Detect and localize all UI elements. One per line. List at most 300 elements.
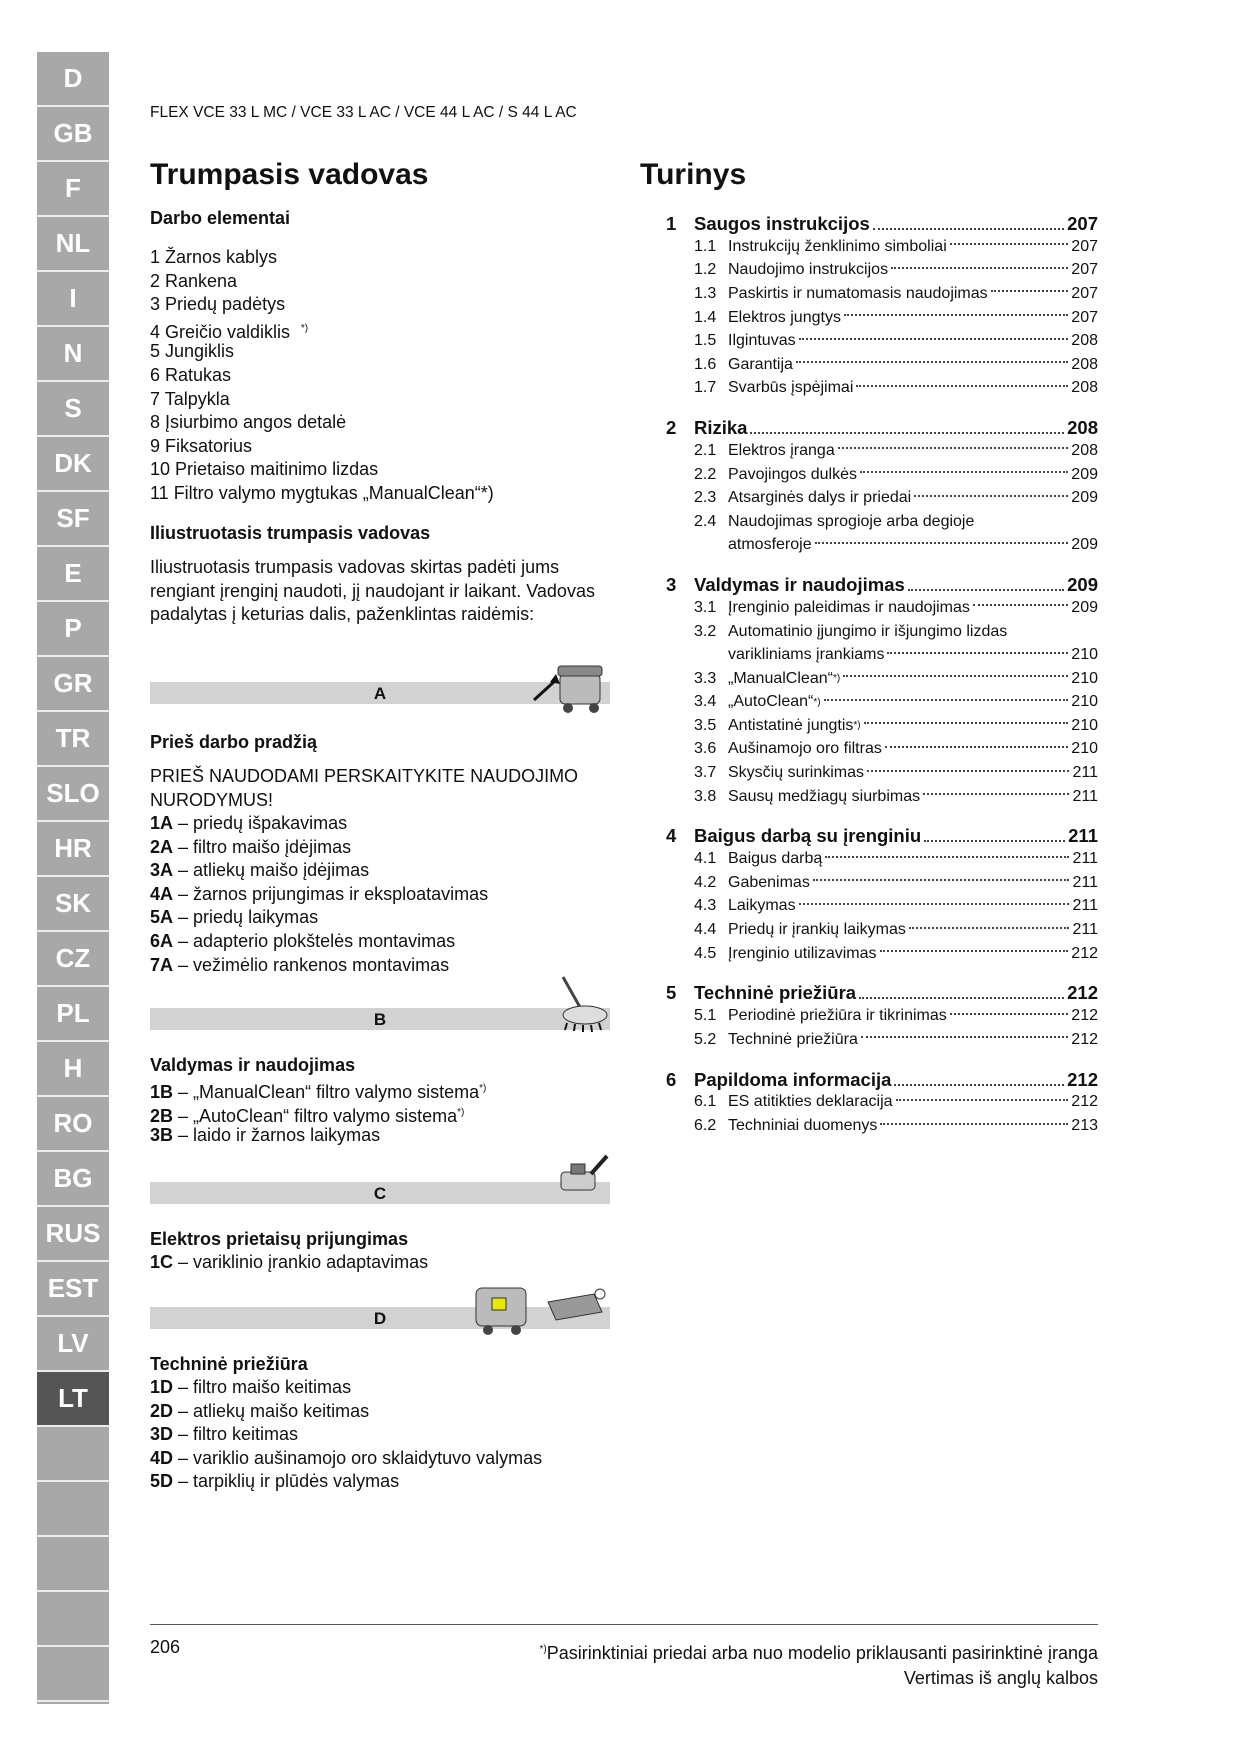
toc-page: 212 <box>1071 1093 1098 1111</box>
guide-text: – priedų išpakavimas <box>173 813 348 833</box>
toc-leader <box>864 722 1069 724</box>
guide-item <box>150 1400 542 1424</box>
toc-leader <box>880 1123 1068 1125</box>
control-number: 11 <box>150 482 174 503</box>
guide-text: – žarnos prijungimas ir eksploatavimas <box>173 883 489 904</box>
guide-text: – „AutoClean“ filtro valymo sistema <box>173 1105 458 1126</box>
toc-entry-number: 2.2 <box>694 465 717 483</box>
footnote-marker: *) <box>853 720 861 732</box>
guide-item <box>150 1423 542 1447</box>
toc-page: 209 <box>1071 536 1098 554</box>
toc-section[interactable] <box>666 568 1098 596</box>
illustrated-heading: Iliustruotasis trumpasis vadovas <box>150 523 431 543</box>
toc-entry-title: Laikymas <box>728 897 796 915</box>
control-label: Žarnos kablys <box>165 247 278 267</box>
guide-item <box>150 1251 428 1275</box>
toc-leader <box>873 228 1064 230</box>
toc-section-title: Saugos instrukcijos <box>694 213 870 234</box>
toc-entry-title: ES atitikties deklaracija <box>728 1093 893 1111</box>
guide-item <box>150 812 488 836</box>
guide-text: – tarpiklių ir plūdės valymas <box>173 1471 400 1492</box>
language-tab-est[interactable]: EST <box>37 1262 109 1317</box>
toc-entry-number: 4.4 <box>694 921 717 939</box>
toc-leader <box>861 1036 1068 1038</box>
toc-entry-number: 3.7 <box>694 764 717 782</box>
toc-entry[interactable] <box>666 918 1098 942</box>
control-label: Priedų padėtys <box>165 294 286 315</box>
toc-page: 210 <box>1071 740 1098 758</box>
language-tab-empty <box>37 1647 109 1702</box>
toc-entry-number: 2.1 <box>694 441 717 459</box>
toc-page: 211 <box>1072 764 1098 782</box>
toc-entry-number: 3.6 <box>694 740 717 758</box>
toc-entry[interactable] <box>666 871 1098 895</box>
toc-section-number: 4 <box>666 825 677 847</box>
language-tab-lv[interactable]: LV <box>37 1317 109 1372</box>
toc-entry[interactable] <box>666 377 1098 401</box>
toc-leader <box>908 589 1064 591</box>
language-sidebar <box>37 52 109 1704</box>
guide-code: 1A <box>150 813 174 833</box>
toc-entry-number: 4.1 <box>694 850 717 868</box>
control-item <box>150 364 494 388</box>
guide-code: 1D <box>150 1377 174 1397</box>
toc-leader <box>909 927 1070 929</box>
toc-entry-title: Naudojimas sprogioje arba degioje <box>728 512 975 530</box>
toc-page: 212 <box>1071 1030 1098 1048</box>
guide-text: – filtro maišo keitimas <box>173 1377 352 1397</box>
toc-page: 212 <box>1071 944 1098 962</box>
toc-page: 210 <box>1071 669 1098 687</box>
toc-leader <box>880 950 1069 952</box>
language-tab-pl[interactable]: PL <box>37 987 109 1042</box>
section-items-c <box>150 1251 428 1275</box>
toc-entry-title: varikliniams įrankiams <box>728 646 885 664</box>
toc-entry-number: 5.2 <box>694 1030 717 1048</box>
toc-entry-continuation[interactable] <box>666 534 1098 558</box>
toc-page: 207 <box>1071 237 1098 255</box>
toc-entry-number: 3.1 <box>694 598 717 616</box>
section-letter: A <box>373 684 387 703</box>
toc-page: 209 <box>1071 598 1098 616</box>
toc-entry-title: Įrenginio utilizavimas <box>728 944 877 962</box>
guide-item <box>150 930 488 954</box>
toc-page: 208 <box>1071 441 1098 459</box>
language-tab-gr[interactable]: GR <box>37 657 109 712</box>
footnote-text: Pasirinktiniai priedai arba nuo modelio priklausanti pasirinktinė įranga <box>546 1643 1098 1663</box>
toc-entry-number: 1.7 <box>694 379 717 397</box>
guide-code: 2B <box>150 1105 174 1126</box>
toc-entry[interactable] <box>666 353 1098 377</box>
toc-entry-number: 1.3 <box>694 284 717 302</box>
section-heading-c: Elektros prietaisų prijungimas <box>150 1229 409 1249</box>
guide-code: 1C <box>150 1252 174 1272</box>
toc-leader <box>799 338 1069 340</box>
guide-item <box>150 906 488 930</box>
toc-entry[interactable] <box>666 259 1098 283</box>
toc-entry-title: Automatinio įjungimo ir išjungimo lizdas <box>728 622 1008 640</box>
maintenance-icon <box>470 1280 610 1338</box>
section-letter: C <box>373 1184 387 1203</box>
toc-page: 209 <box>1071 489 1098 507</box>
guide-item <box>150 1470 542 1494</box>
guide-item <box>150 859 488 883</box>
toc-page: 211 <box>1072 850 1098 868</box>
toc-entry-title: „AutoClean“ <box>728 693 814 711</box>
guide-code: 1B <box>150 1082 174 1102</box>
toc-section[interactable] <box>666 207 1098 235</box>
control-label: Greičio valdiklis <box>165 321 291 342</box>
control-item <box>150 411 494 435</box>
control-number: 8 <box>150 412 166 433</box>
toc-leader <box>867 770 1069 772</box>
language-tab-tr[interactable]: TR <box>37 712 109 767</box>
guide-code: 3D <box>150 1424 174 1445</box>
toc-page: 211 <box>1072 787 1098 805</box>
toc-entry-number: 4.3 <box>694 897 717 915</box>
toc-entry[interactable] <box>666 620 1098 644</box>
toc-leader <box>860 471 1068 473</box>
guide-text: – variklio aušinamojo oro sklaidytuvo valymas <box>173 1447 543 1468</box>
power-tool-icon <box>555 1150 610 1200</box>
guide-text: – adapterio plokštelės montavimas <box>173 930 456 951</box>
control-label: Jungiklis <box>165 341 235 362</box>
toc-page: 207 <box>1067 213 1098 234</box>
page-number: 206 <box>150 1637 181 1657</box>
toc-entry[interactable] <box>666 282 1098 306</box>
control-item <box>150 293 494 317</box>
toc-entry-title: Instrukcijų ženklinimo simboliai <box>728 237 947 255</box>
control-label: Prietaiso maitinimo lizdas <box>175 459 379 480</box>
guide-item <box>150 883 488 907</box>
toc-entry[interactable] <box>666 1004 1098 1028</box>
guide-item <box>150 836 488 860</box>
control-number: 7 <box>150 388 165 409</box>
toc-leader <box>950 1013 1069 1015</box>
toc-entry-title: Paskirtis ir numatomasis naudojimas <box>728 284 988 302</box>
language-tab-dk[interactable]: DK <box>37 437 109 492</box>
guide-item <box>150 1077 486 1101</box>
guide-code: 2A <box>150 836 174 857</box>
section-items-b <box>150 1077 486 1148</box>
language-tab-empty <box>37 1592 109 1647</box>
toc-entry-number: 2.4 <box>694 512 717 530</box>
language-tab-s[interactable]: S <box>37 382 109 437</box>
guide-item <box>150 1376 542 1400</box>
control-number: 4 <box>150 321 166 342</box>
controls-heading: Darbo elementai <box>150 208 291 228</box>
language-tab-f[interactable]: F <box>37 162 109 217</box>
toc-page: 212 <box>1071 1007 1098 1025</box>
toc-entry[interactable] <box>666 329 1098 353</box>
toc-page: 210 <box>1071 646 1098 664</box>
toc-entry[interactable] <box>666 667 1098 691</box>
control-item <box>150 482 494 506</box>
guide-code: 3B <box>150 1125 174 1146</box>
language-tab-rus[interactable]: RUS <box>37 1207 109 1262</box>
toc-entry-title: Techniniai duomenys <box>728 1117 878 1135</box>
footnote-marker: *) <box>832 673 841 685</box>
section-bar-c <box>150 1182 610 1204</box>
toc-entry[interactable] <box>666 463 1098 487</box>
toc-entry-title: Techninė priežiūra <box>728 1030 858 1048</box>
toc-page: 208 <box>1071 379 1098 397</box>
guide-item <box>150 1447 542 1471</box>
control-number: 6 <box>150 364 166 385</box>
toc-entry[interactable] <box>666 691 1098 715</box>
toc-page: 211 <box>1072 921 1098 939</box>
toc-entry-number: 1.1 <box>694 237 717 255</box>
control-label: Ratukas <box>165 364 232 385</box>
language-tab-gb[interactable]: GB <box>37 107 109 162</box>
toc-page: 207 <box>1071 284 1098 302</box>
toc-entry-number: 1.5 <box>694 332 717 350</box>
language-tab-cz[interactable]: CZ <box>37 932 109 987</box>
control-label: Talpykla <box>164 388 230 409</box>
section-note-a: PRIEŠ NAUDODAMI PERSKAITYKITE NAUDOJIMO NURODYMUS! <box>150 766 579 810</box>
toc-section-title: Valdymas ir naudojimas <box>694 574 905 596</box>
toc-page: 208 <box>1071 332 1098 350</box>
toc-section[interactable] <box>666 819 1098 847</box>
language-tab-bg[interactable]: BG <box>37 1152 109 1207</box>
toc-entry[interactable] <box>666 486 1098 510</box>
toc-entry-title: Svarbūs įspėjimai <box>728 379 854 397</box>
toc-entry[interactable] <box>666 847 1098 871</box>
toc-leader <box>825 856 1069 858</box>
guide-text: – priedų laikymas <box>173 907 319 928</box>
guide-code: 6A <box>150 930 174 951</box>
language-tab-empty <box>37 1537 109 1592</box>
section-items-a <box>150 812 488 977</box>
control-item <box>150 340 494 364</box>
guide-code: 5D <box>150 1471 174 1492</box>
language-tab-nl[interactable]: NL <box>37 217 109 272</box>
control-number: 5 <box>150 341 166 362</box>
toc-leader <box>894 1084 1064 1086</box>
language-tab-hr[interactable]: HR <box>37 822 109 877</box>
toc-entry[interactable] <box>666 1028 1098 1052</box>
control-label: Įsiurbimo angos detalė <box>165 412 347 433</box>
toc-entry[interactable] <box>666 942 1098 966</box>
toc-leader <box>973 604 1068 606</box>
toc-section-title: Techninė priežiūra <box>694 982 857 1004</box>
toc-entry-title: Gabenimas <box>728 873 810 891</box>
toc-section[interactable] <box>666 1063 1098 1091</box>
language-tab-lt[interactable]: LT <box>37 1372 109 1427</box>
toc-entry-number: 1.2 <box>694 261 717 279</box>
toc-entry-title: Aušinamojo oro filtras <box>728 740 882 758</box>
toc-section-number: 3 <box>666 574 677 596</box>
guide-text: – vežimėlio rankenos montavimas <box>173 954 450 975</box>
toc-entry-title: Periodinė priežiūra ir tikrinimas <box>728 1007 947 1025</box>
control-item <box>150 270 494 294</box>
language-tab-ro[interactable]: RO <box>37 1097 109 1152</box>
control-number: 3 <box>150 294 166 315</box>
toc-page: 208 <box>1067 417 1098 439</box>
toc-entry-title: atmosferoje <box>728 536 812 554</box>
toc-leader <box>950 243 1069 245</box>
toc-entry-number: 4.5 <box>694 944 717 962</box>
control-item <box>150 435 494 459</box>
toc-leader <box>838 447 1069 449</box>
toc-section-title: Papildoma informacija <box>694 1068 892 1090</box>
toc-entry[interactable] <box>666 761 1098 785</box>
toc-entry[interactable] <box>666 714 1098 738</box>
guide-code: 3A <box>150 860 174 881</box>
guide-text: – atliekų maišo įdėjimas <box>173 860 370 881</box>
toc-page: 210 <box>1071 716 1098 734</box>
toc-section-title: Rizika <box>694 417 748 439</box>
control-number: 9 <box>150 435 166 456</box>
footnote-marker: *) <box>479 1083 487 1094</box>
toc-leader <box>991 290 1069 292</box>
toc-leader <box>796 361 1068 363</box>
toc-entry-number: 6.1 <box>694 1093 717 1111</box>
control-number: 10 <box>150 459 176 480</box>
section-letter: B <box>373 1010 387 1029</box>
toc-leader <box>856 385 1068 387</box>
toc-entry-title: Įrenginio paleidimas ir naudojimas <box>728 598 970 616</box>
guide-code: 2D <box>150 1400 174 1421</box>
control-label: Filtro valymo mygtukas „ManualClean“*) <box>173 482 494 503</box>
toc-title: Turinys <box>640 158 747 191</box>
language-tab-d[interactable]: D <box>37 52 109 107</box>
guide-text: – laido ir žarnos laikymas <box>173 1125 381 1146</box>
toc-entry-title: Pavojingos dulkės <box>728 465 857 483</box>
toc-section-number: 1 <box>666 213 677 234</box>
toc-leader <box>924 840 1065 842</box>
toc-entry[interactable] <box>666 235 1098 259</box>
language-tab-h[interactable]: H <box>37 1042 109 1097</box>
language-tab-i[interactable]: I <box>37 272 109 327</box>
toc-entry-number: 6.2 <box>694 1117 717 1135</box>
toc-page: 208 <box>1071 355 1098 373</box>
control-number: 2 <box>150 270 166 291</box>
toc-entry-title: Priedų ir įrankių laikymas <box>728 921 906 939</box>
control-item <box>150 317 494 341</box>
section-bar-b <box>150 1008 610 1030</box>
toc-entry[interactable] <box>666 439 1098 463</box>
toc-entry[interactable] <box>666 510 1098 534</box>
toc-entry-number: 3.4 <box>694 693 717 711</box>
toc-entry-title: Sausų medžiagų siurbimas <box>728 787 921 805</box>
toc-leader <box>887 652 1068 654</box>
guide-text: – filtro keitimas <box>173 1424 299 1445</box>
toc-leader <box>914 495 1068 497</box>
toc-entry-number: 3.5 <box>694 716 717 734</box>
language-tab-sk[interactable]: SK <box>37 877 109 932</box>
toc-leader <box>844 314 1068 316</box>
toc-entry[interactable] <box>666 1114 1098 1138</box>
section-heading-b: Valdymas ir naudojimas <box>150 1055 356 1075</box>
toc-leader <box>799 903 1070 905</box>
controls-list <box>150 246 494 506</box>
section-letter: D <box>373 1309 387 1328</box>
toc-entry-title: Elektros įranga <box>728 441 835 459</box>
toc-entry-title: Ilgintuvas <box>728 332 796 350</box>
toc-entry-number: 2.3 <box>694 489 717 507</box>
page-title: Trumpasis vadovas <box>150 158 429 191</box>
toc-entry-number: 1.4 <box>694 308 717 326</box>
guide-text: – filtro maišo įdėjimas <box>173 836 352 857</box>
guide-code: 4A <box>150 883 174 904</box>
toc-entry[interactable] <box>666 596 1098 620</box>
toc-page: 209 <box>1067 574 1098 596</box>
control-label: Fiksatorius <box>165 435 253 456</box>
toc-entry-title: Baigus darbą <box>728 850 823 868</box>
toc-section[interactable] <box>666 976 1098 1004</box>
footer-divider <box>150 1624 1098 1625</box>
toc-section-number: 6 <box>666 1068 677 1090</box>
toc-section-number: 5 <box>666 982 677 1004</box>
toc-page: 207 <box>1071 261 1098 279</box>
toc-section[interactable] <box>666 411 1098 439</box>
guide-code: 5A <box>150 907 174 928</box>
product-header: FLEX VCE 33 L MC / VCE 33 L AC / VCE 44 L AC / S 44 L AC <box>150 104 577 121</box>
language-tab-p[interactable]: P <box>37 602 109 657</box>
toc-entry-continuation[interactable] <box>666 643 1098 667</box>
language-tab-slo[interactable]: SLO <box>37 767 109 822</box>
toc-section-number: 2 <box>666 417 677 439</box>
section-heading-a: Prieš darbo pradžią <box>150 732 318 752</box>
toc-entry-title: Atsarginės dalys ir priedai <box>728 489 912 507</box>
toc-entry-number: 3.8 <box>694 787 717 805</box>
control-item <box>150 458 494 482</box>
toc-page: 212 <box>1067 1068 1098 1090</box>
guide-code: 4D <box>150 1447 174 1468</box>
toc-entry-number: 1.6 <box>694 355 717 373</box>
guide-text: – variklinio įrankio adaptavimas <box>173 1252 429 1272</box>
toc-entry-number: 5.1 <box>694 1007 717 1025</box>
toc-entry[interactable] <box>666 1091 1098 1115</box>
toc-entry-number: 4.2 <box>694 873 717 891</box>
toc-page: 211 <box>1068 825 1098 847</box>
guide-item <box>150 954 488 978</box>
toc-entry[interactable] <box>666 785 1098 809</box>
toc-leader <box>896 1099 1069 1101</box>
toc-entry-title: Elektros jungtys <box>728 308 841 326</box>
toc-page: 210 <box>1071 693 1098 711</box>
guide-item <box>150 1124 486 1148</box>
language-tab-empty <box>37 1482 109 1537</box>
section-heading-d: Techninė priežiūra <box>150 1354 308 1374</box>
toc-entry-title: Skysčių surinkimas <box>728 764 865 782</box>
control-item <box>150 388 494 412</box>
section-items-d <box>150 1376 542 1494</box>
footer-note <box>539 1637 1098 1691</box>
toc-entry[interactable] <box>666 306 1098 330</box>
toc-entry[interactable] <box>666 738 1098 762</box>
footnote-marker: *) <box>539 1644 547 1655</box>
footnote-marker: *) <box>813 696 821 708</box>
toc-page: 209 <box>1071 465 1098 483</box>
toc-leader <box>885 746 1068 748</box>
footnote-marker: *) <box>298 322 309 334</box>
language-tab-e[interactable]: E <box>37 547 109 602</box>
toc-section-title: Baigus darbą su įrenginiu <box>694 825 922 847</box>
guide-text: – „ManualClean“ filtro valymo sistema <box>173 1082 480 1102</box>
language-tab-n[interactable]: N <box>37 327 109 382</box>
guide-text: – atliekų maišo keitimas <box>173 1400 370 1421</box>
toc-entry-title: Garantija <box>728 355 793 373</box>
toc-entry[interactable] <box>666 895 1098 919</box>
toc-leader <box>750 432 1064 434</box>
vacuum-illustration-icon <box>530 660 610 716</box>
control-number: 1 <box>150 247 166 267</box>
language-tab-sf[interactable]: SF <box>37 492 109 547</box>
toc-leader <box>859 997 1064 999</box>
toc-page: 213 <box>1071 1117 1098 1135</box>
